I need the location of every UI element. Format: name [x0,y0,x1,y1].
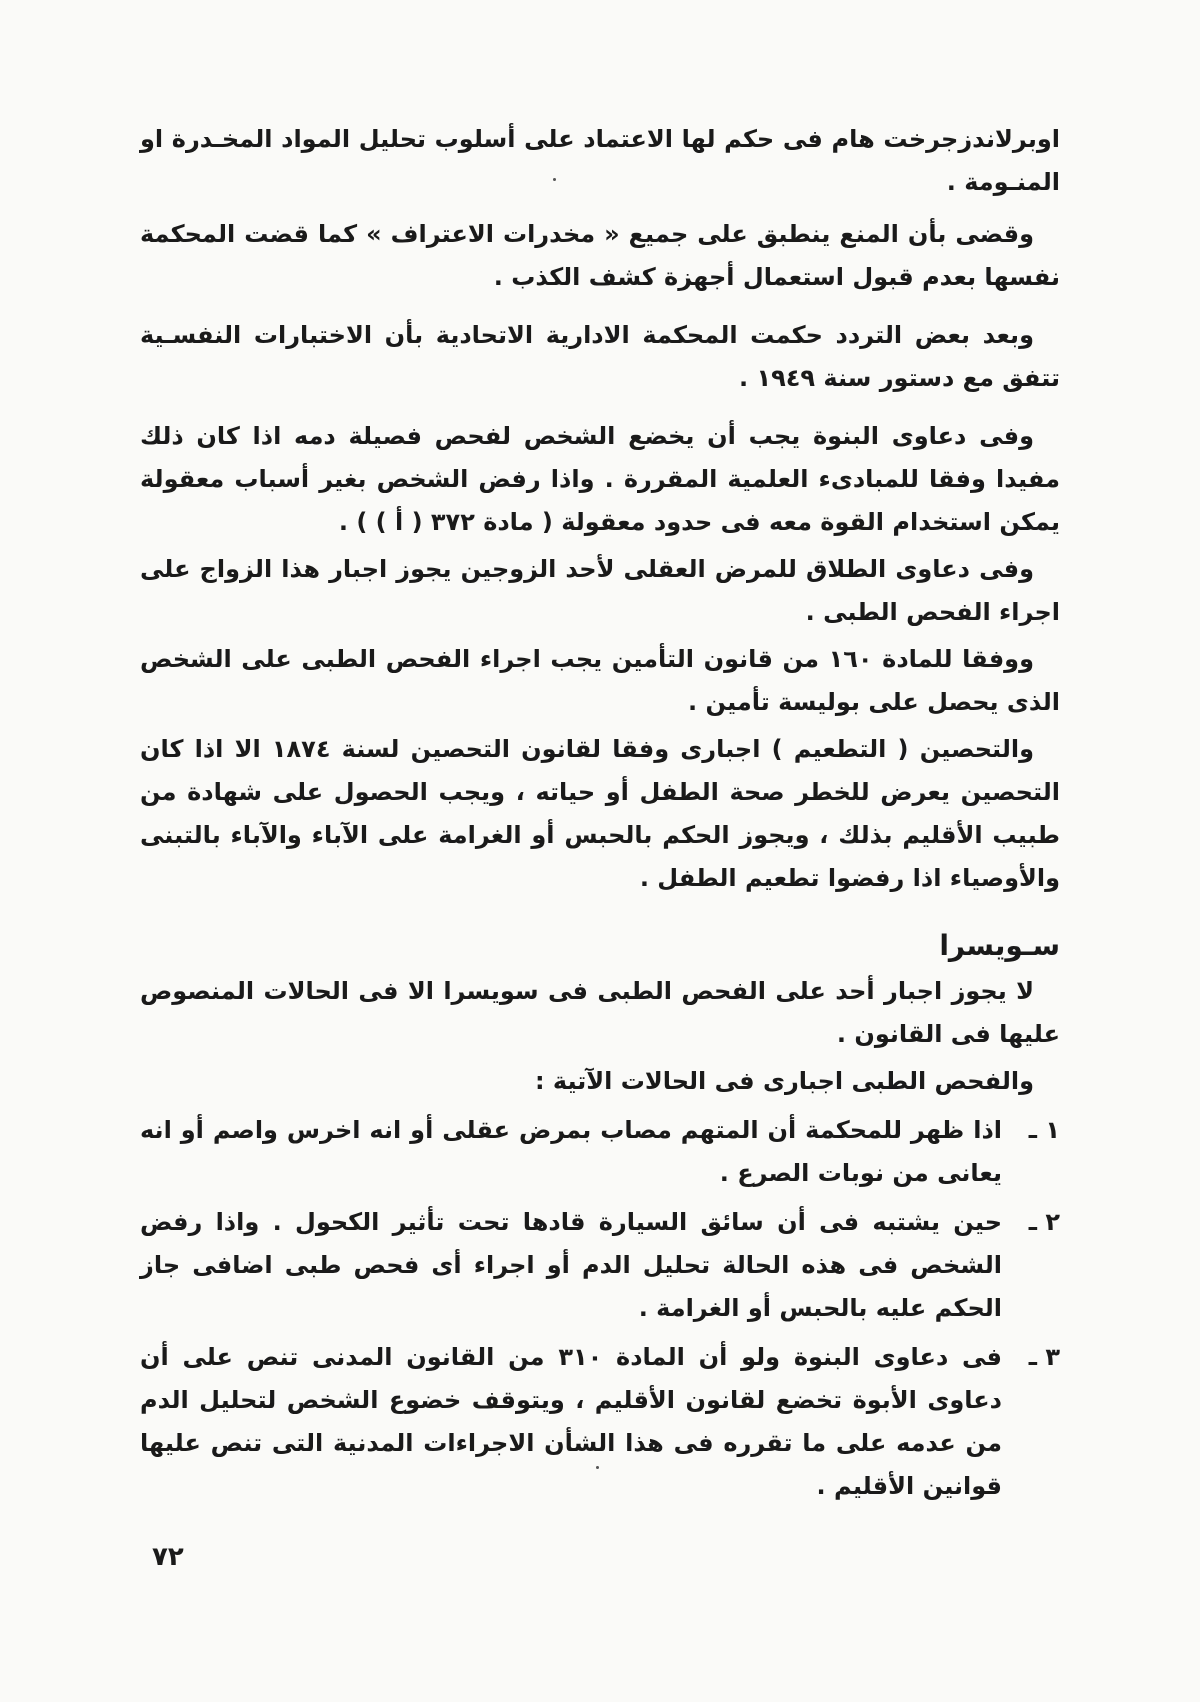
list-item-text: حين يشتبه فى أن سائق السيارة قادها تحت تأثير الكحول . واذا رفض الشخص فى هذه الحالة تحليل الدم أو اجراء أى فحص طبى اضافى جاز الحكم عليه بالحبس أو الغرامة . [140,1208,1002,1322]
list-item-text: اذا ظهر للمحكمة أن المتهم مصاب بمرض عقلى أو انه اخرس واصم أو انه يعانى من نوبات الصرع . [140,1116,1002,1187]
list-item-number: ٢ ـ [1028,1208,1060,1236]
list-item-text: فى دعاوى البنوة ولو أن المادة ٣١٠ من القانون المدنى تنص على أن دعاوى الأبوة تخضع لقانون الأقليم ، ويتوقف خضوع الشخص لتحليل الدم من عدمه على ما تقرره فى هذا الشأن الاجراءات المدنية التى تنص عليها قوانين الأقليم . [140,1343,1003,1500]
list-item-number: ٣ ـ [1028,1343,1060,1371]
paragraph-confession-drugs: وقضى بأن المنع ينطبق على جميع « مخدرات الاعتراف » كما قضت المحكمة نفسها بعدم قبول استعمال أجهزة كشف الكذب . [140,220,1060,291]
list-item-number: ١ ـ [1028,1116,1060,1144]
scan-speck [596,1466,599,1469]
paragraph-paternity: وفى دعاوى البنوة يجب أن يخضع الشخص لفحص فصيلة دمه اذا كان ذلك مفيدا وفقا للمبادىء العلمية المقررة . واذا رفض الشخص بغير أسباب معقولة يمكن استخدام القوة معه فى حدود معقولة ( مادة ٣٧٢ ( أ ) ) . [140,422,1060,536]
paragraph-vaccination: والتحصين ( التطعيم ) اجبارى وفقا لقانون التحصين لسنة ١٨٧٤ الا اذا كان التحصين يعرض للخطر صحة الطفل أو حياته ، ويجب الحصول على شهادة من طبيب الأقليم بذلك ، ويجوز الحكم بالحبس أو الغرامة على الآباء والآباء بالتبنى والأوصياء اذا رفضوا تطعيم الطفل . [140,735,1060,892]
list-item [140,1336,1060,1508]
scan-speck [553,178,556,181]
list-item [140,1109,1060,1195]
document-page [140,118,1060,1658]
paragraph-psych-tests: وبعد بعض التردد حكمت المحكمة الادارية الاتحادية بأن الاختبارات النفسـية تتفق مع دستور سنة ١٩٤٩ . [140,321,1060,392]
section-heading-switzerland: سـويسرا [939,929,1060,962]
paragraph-cases-intro: والفحص الطبى اجبارى فى الحالات الآتية : [534,1067,1034,1095]
paragraph-divorce: وفى دعاوى الطلاق للمرض العقلى لأحد الزوجين يجوز اجبار هذا الزواج على اجراء الفحص الطبى . [140,555,1060,626]
list-item [140,1201,1060,1330]
paragraph-switzerland-intro: لا يجوز اجبار أحد على الفحص الطبى فى سويسرا الا فى الحالات المنصوص عليها فى القانون . [140,977,1060,1048]
page-number: ٧٢ [152,1542,184,1572]
paragraph-continuation: اوبرلاندزجرخت هام فى حكم لها الاعتماد على أسلوب تحليل المواد المخـدرة او المنـومة . [140,125,1060,196]
paragraph-insurance: ووفقا للمادة ١٦٠ من قانون التأمين يجب اجراء الفحص الطبى على الشخص الذى يحصل على بوليسة تأمين . [140,645,1060,716]
